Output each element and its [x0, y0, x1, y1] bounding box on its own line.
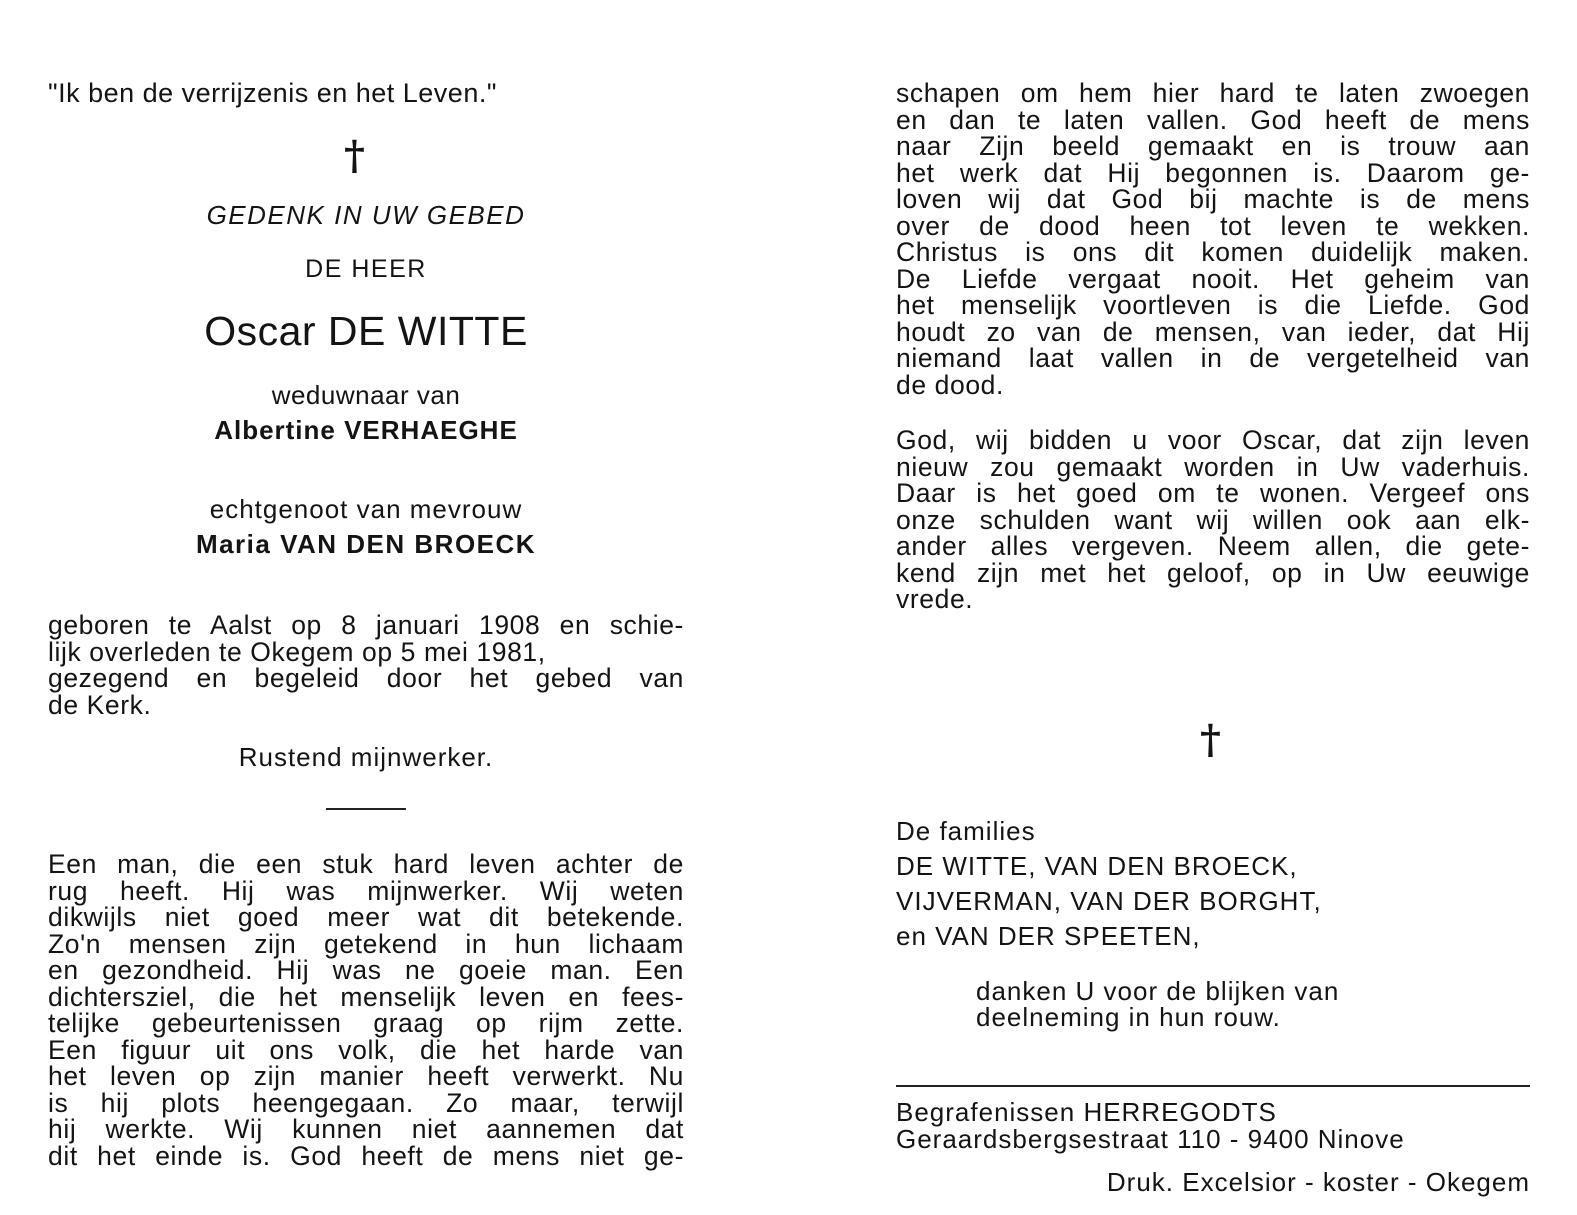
- text-line: God, wij bidden u voor Oscar, dat zijn leven: [896, 425, 1530, 455]
- tribute-paragraph: [48, 851, 684, 1169]
- thanks-line: danken U voor de blijken van: [976, 976, 1340, 1006]
- family-names: VIJVERMAN, VAN DER BORGHT,: [896, 886, 1322, 916]
- text-line: nieuw zou gemaakt worden in Uw vaderhuis.: [896, 451, 1530, 482]
- text-line: het werk dat Hij begonnen is. Daarom ge-: [896, 157, 1530, 188]
- deceased-name: Oscar DE WITTE: [204, 308, 528, 354]
- spouse-label: echtgenoot van mevrouw: [209, 494, 523, 524]
- text-line: loven wij dat God bij machte is de mens: [896, 184, 1530, 214]
- text-line: rug heeft. Hij was mijnwerker. Wij weten: [48, 875, 684, 906]
- families-label: De families: [896, 816, 1036, 846]
- text-line: ander alles vergeven. Neem allen, die gete-: [896, 531, 1530, 561]
- text-line: De Liefde vergaat nooit. Het geheim van: [896, 263, 1530, 294]
- thanks-line: deelneming in hun rouw.: [976, 1002, 1281, 1032]
- text-line: de dood.: [896, 369, 1004, 400]
- tribute-continuation: [896, 80, 1530, 398]
- text-line: telijke gebeurtenissen graag op rijm zette.: [48, 1008, 684, 1038]
- text-line: de Kerk.: [48, 689, 152, 720]
- widower-of-name: Albertine VERHAEGHE: [214, 415, 518, 445]
- family-names: en VAN DER SPEETEN,: [896, 921, 1201, 951]
- birth-death-paragraph: [48, 612, 684, 718]
- text-line: niemand laat vallen in de vergetelheid van: [896, 343, 1530, 373]
- text-line: over de dood heen tot leven te wekken.: [896, 210, 1530, 241]
- undertaker-address: Geraardsbergsestraat 110 - 9400 Ninove: [896, 1124, 1405, 1154]
- text-line: onze schulden want wij willen ook aan elk-: [896, 504, 1530, 535]
- text-line: Christus is ons dit komen duidelijk maken.: [896, 237, 1530, 267]
- text-line: dit het einde is. God heeft de mens niet ge-: [48, 1140, 684, 1171]
- text-line: geboren te Aalst op 8 januari 1908 en schie-: [48, 610, 684, 640]
- cross-icon: †: [344, 132, 365, 179]
- text-line: hij werkte. Wij kunnen niet aannemen dat: [48, 1114, 684, 1144]
- spouse-name: Maria VAN DEN BROECK: [195, 529, 537, 559]
- text-line: vrede.: [896, 584, 974, 614]
- prayer-paragraph: [896, 427, 1530, 613]
- text-line: naar Zijn beeld gemaakt en is trouw aan: [896, 131, 1530, 161]
- widower-label: weduwnaar van: [271, 380, 461, 410]
- bible-verse: "Ik ben de verrijzenis en het Leven.": [48, 78, 497, 108]
- text-line: lijk overleden te Okegem op 5 mei 1981,: [48, 636, 546, 667]
- text-line: en gezondheid. Hij was ne goeie man. Een: [48, 955, 684, 985]
- divider: [896, 1085, 1530, 1087]
- occupation: Rustend mijnwerker.: [238, 742, 494, 772]
- text-line: Een figuur uit ons volk, die het harde van: [48, 1034, 684, 1065]
- text-line: het menselijk voortleven is die Liefde. God: [896, 290, 1530, 320]
- text-line: schapen om hem hier hard te laten zwoegen: [896, 78, 1530, 108]
- text-line: kend zijn met het geloof, op in Uw eeuwige: [896, 557, 1530, 588]
- right-page: [896, 0, 1530, 1215]
- left-page: [48, 0, 684, 1215]
- family-names: DE WITTE, VAN DEN BROECK,: [896, 851, 1298, 881]
- text-line: Zo'n mensen zijn getekend in hun lichaam: [48, 928, 684, 959]
- remember-heading: GEDENK IN UW GEBED: [206, 200, 526, 230]
- cross-icon: †: [1200, 716, 1221, 763]
- text-line: het leven op zijn manier heeft verwerkt. Nu: [48, 1061, 684, 1091]
- printer-credit: Druk. Excelsior - koster - Okegem: [1106, 1167, 1530, 1197]
- text-line: Een man, die een stuk hard leven achter de: [48, 849, 684, 879]
- text-line: is hij plots heengegaan. Zo maar, terwijl: [48, 1087, 684, 1118]
- text-line: Daar is het goed om te wonen. Vergeef ons: [896, 478, 1530, 508]
- text-line: dichtersziel, die het menselijk leven en fees-: [48, 981, 684, 1012]
- text-line: gezegend en begeleid door het gebed van: [48, 663, 684, 693]
- undertaker-name: Begrafenissen HERREGODTS: [896, 1097, 1277, 1127]
- title-heer: DE HEER: [305, 255, 427, 283]
- text-line: houdt zo van de mensen, van ieder, dat Hij: [896, 316, 1530, 347]
- text-line: en dan te laten vallen. God heeft de mens: [896, 104, 1530, 135]
- divider: [326, 808, 406, 810]
- text-line: dikwijls niet goed meer wat dit betekende.: [48, 902, 684, 932]
